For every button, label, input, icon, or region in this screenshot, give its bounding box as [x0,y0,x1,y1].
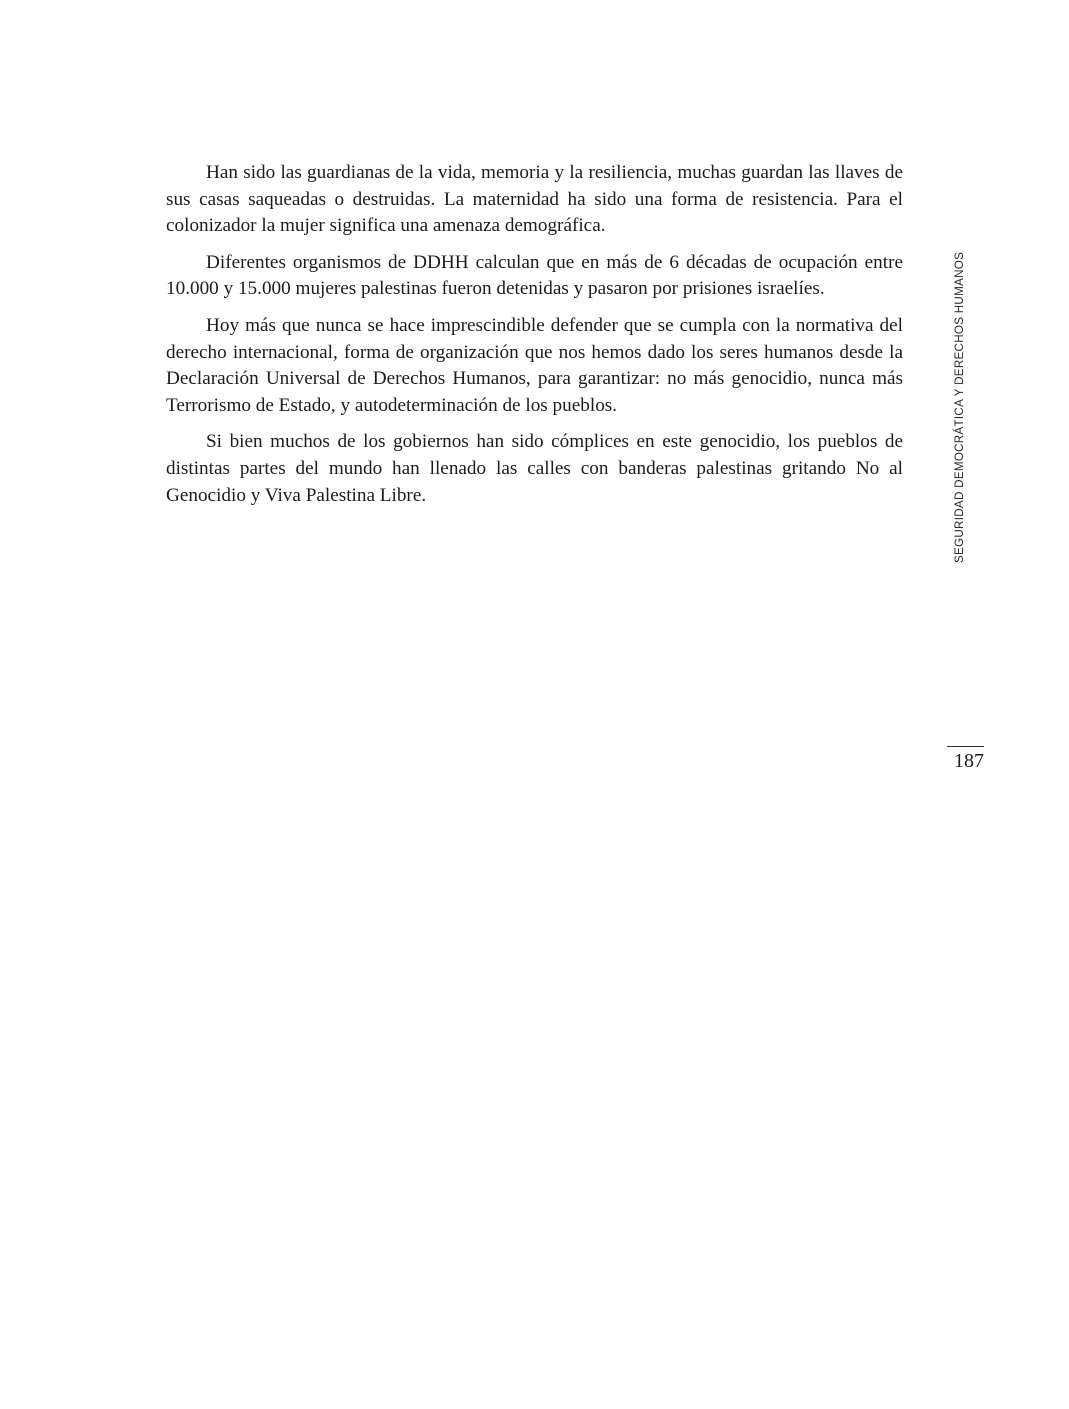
body-text [166,160,903,519]
paragraph-3: Hoy más que nunca se hace imprescindible defender que se cumpla con la normativa del derecho internacional, forma de organización que nos hemos dado los seres humanos desde la Declaración Universal de Derechos Humanos, para garantizar: no más genocidio, nunca más Terrorismo de Estado, y autodeterminación de los pueblos. [166,314,903,416]
paragraph-1: Han sido las guardianas de la vida, memoria y la resiliencia, muchas guardan las llaves de sus casas saqueadas o destruidas. La maternidad ha sido una forma de resistencia. Para el colonizador la mujer significa una amenaza demográfica. [166,162,903,237]
page-number-rule [947,746,984,747]
running-head: SEGURIDAD DEMOCRÁTICA Y DERECHOS HUMANOS [953,251,966,563]
page-number: 187 [954,750,984,772]
paragraph-2: Diferentes organismos de DDHH calculan que en más de 6 décadas de ocupación entre 10.000 y 15.000 mujeres palestinas fueron detenidas y pasaron por prisiones israelíes. [166,251,903,300]
paragraph-4: Si bien muchos de los gobiernos han sido cómplices en este genocidio, los pueblos de distintas partes del mundo han llenado las calles con banderas palestinas gritando No al Genocidio y Viva Palestina Libre. [166,431,903,506]
